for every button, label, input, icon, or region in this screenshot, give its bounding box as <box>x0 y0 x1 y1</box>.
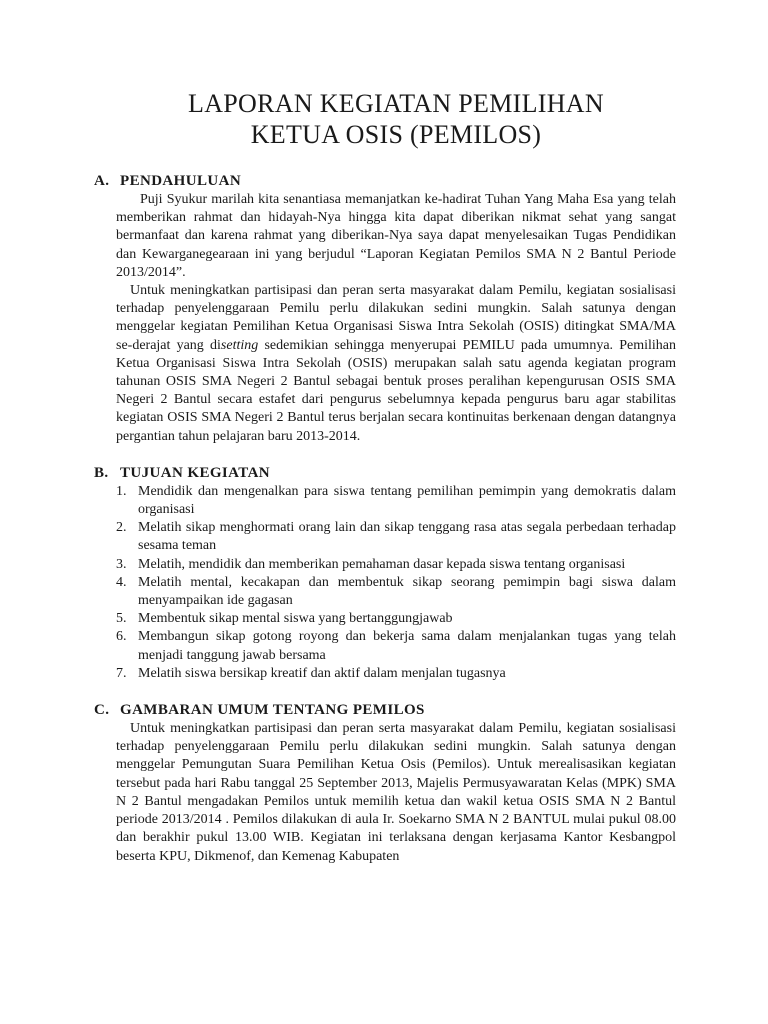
list-item-number: 3. <box>116 556 127 572</box>
section-pendahuluan <box>94 172 676 446</box>
title-line-2: KETUA OSIS (PEMILOS) <box>250 120 542 149</box>
list-item-text: Melatih sikap menghormati orang lain dan sikap tenggang rasa atas segala perbedaan terhadap sesama teman <box>138 520 676 554</box>
section-gambaran-umum <box>94 701 676 866</box>
list-item-number: 4. <box>116 574 127 590</box>
list-item-number: 6. <box>116 629 127 645</box>
section-title-c: GAMBARAN UMUM TENTANG PEMILOS <box>120 702 425 719</box>
title-line-1: LAPORAN KEGIATAN PEMILIHAN <box>188 89 604 118</box>
paragraph-a2-part2: sedemikian sehingga menyerupai PEMILU pada umumnya. Pemilihan Ketua Organisasi Siswa Intra Sekolah (OSIS) merupakan salah satu agenda kegiatan program tahunan OSIS SMA Negeri 2 Bantul sebagai bentuk proses peralihan kepengurusan OSIS SMA Negeri 2 Bantul secara estafet dari pengurus sebelumnya kepada pengurus baru agar stabilitas kegiatan OSIS SMA Negeri 2 Bantul terus berjalan secara kontinuitas berkenaan dengan datangnya pergantian tahun pelajaran baru 2013-2014. <box>116 337 676 444</box>
list-item <box>116 610 676 628</box>
section-title-b: TUJUAN KEGIATAN <box>120 464 271 481</box>
list-item-text: Melatih mental, kecakapan dan membentuk sikap seorang pemimpin bagi siswa dalam menyampaikan ide gagasan <box>138 574 676 609</box>
document-title <box>116 0 676 150</box>
section-letter-a: A. <box>94 173 110 189</box>
list-item <box>116 556 676 574</box>
paragraph-a1: Puji Syukur marilah kita senantiasa memanjatkan ke-hadirat Tuhan Yang Maha Esa yang telah memberikan rahmat dan hidayah-Nya hingga kita dapat diberikan nikmat sehat yang sangat bermanfaat dan karena rahmat yang diberikan-Nya saya dapat menyelesaikan Tugas Pendidikan dan Kewarganegearaan ini yang berjudul “Laporan Kegiatan Pemilos SMA N 2 Bantul Periode 2013/2014”. <box>116 192 676 280</box>
list-item-text: Melatih siswa bersikap kreatif dan aktif dalam menjalan tugasnya <box>138 665 506 681</box>
section-tujuan-kegiatan <box>94 464 676 683</box>
paragraph-a2-part1: Untuk meningkatkan partisipasi dan peran serta masyarakat dalam Pemilu, kegiatan sosialisasi terhadap penyelenggaraan Pemilu perlu dilakukan sedini mungkin. Salah satunya dengan menggelar kegiatan Pemilihan Ketua Organisasi Siswa Intra Sekolah (OSIS) ditingkat SMA/MA se-derajat yang di <box>116 283 676 353</box>
list-item-text: Membangun sikap gotong royong dan bekerja sama dalam menjalankan tugas yang telah menjadi tanggung jawab bersama <box>138 629 676 663</box>
list-item <box>116 574 676 610</box>
objectives-list <box>116 483 676 683</box>
paragraph-c1: Untuk meningkatkan partisipasi dan peran serta masyarakat dalam Pemilu, kegiatan sosialisasi terhadap penyelenggaraan Pemilu perlu dilakukan sedini mungkin. Salah satunya dengan menggelar Pemungutan Suara Pemilihan Ketua Osis (Pemilos). Untuk merealisasikan kegiatan tersebut pada hari Rabu tanggal 25 September 2013, Majelis Permusyawaratan Kelas (MPK) SMA N 2 Bantul mengadakan Pemilos untuk memilih ketua dan wakil ketua OSIS SMA N 2 Bantul periode 2013/2014 . Pemilos dilakukan di aula Ir. Soekarno SMA N 2 BANTUL mulai pukul 08.00 dan berakhir pukul 13.00 WIB. Kegiatan ini terlaksana dengan kerjasama Kantor Kesbangpol beserta KPU, Dikmenof, dan Kemenag Kabupaten <box>116 721 676 864</box>
section-heading-c <box>94 701 676 720</box>
section-heading-a <box>94 172 676 191</box>
list-item <box>116 665 676 683</box>
list-item <box>116 519 676 555</box>
list-item-number: 1. <box>116 483 127 499</box>
list-item-text: Melatih, mendidik dan memberikan pemahaman dasar kepada siswa tentang organisasi <box>138 556 626 572</box>
list-item <box>116 628 676 664</box>
section-letter-b: B. <box>94 464 109 481</box>
list-item-text: Mendidik dan mengenalkan para siswa tentang pemilihan pemimpin yang demokratis dalam organisasi <box>138 483 676 518</box>
paragraph-a2-italic: setting <box>220 337 259 353</box>
section-title-a: PENDAHULUAN <box>120 173 242 189</box>
list-item-number: 7. <box>116 665 127 681</box>
paragraph-a2 <box>116 282 676 446</box>
list-item <box>116 483 676 519</box>
list-item-number: 5. <box>116 611 127 627</box>
list-item-text: Membentuk sikap mental siswa yang bertanggungjawab <box>138 611 453 627</box>
section-heading-b <box>94 464 676 483</box>
list-item-number: 2. <box>116 520 127 536</box>
section-letter-c: C. <box>94 702 110 719</box>
